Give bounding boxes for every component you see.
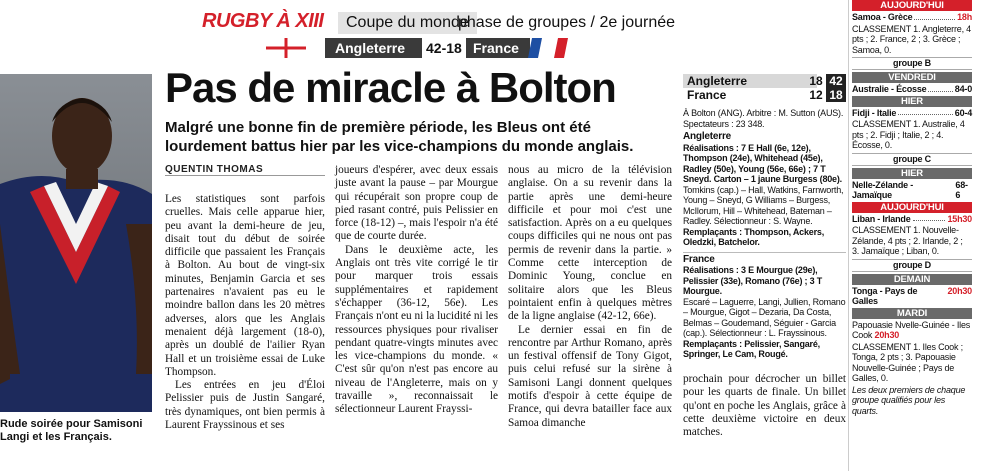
fixture: Liban - Irlande [852, 213, 911, 224]
home-lineup-title: Angleterre [683, 131, 732, 142]
headline: Pas de miracle à Bolton [165, 64, 616, 111]
fixture: Samoa - Grèce [852, 12, 913, 22]
fixture-row [852, 320, 972, 341]
england-flag-icon [266, 38, 306, 58]
kickoff-time: 20h30 [947, 285, 972, 296]
day-bar: HIER [852, 168, 972, 179]
away-lineup: Escaré – Laguerre, Langi, Jullien, Romano – Mourgue, Gigot – Dezaria, Da Costa, Belmas – Goudemand, Séguier - Garcia (cap.). Sélectionneur : L. Frayssinous. [683, 296, 846, 338]
byline-divider [165, 175, 325, 176]
match-venue: À Bolton (ANG). Arbitre : M. Sutton (AUS). Spectateurs : 23 348. [683, 108, 844, 129]
fixture-row [852, 286, 972, 307]
result-score: 68-6 [955, 179, 968, 200]
france-flag-icon [528, 38, 572, 58]
home-tries: Réalisations : 7 E Hall (6e, 12e), Thompson (24e), Whitehead (45e), Radley (50e), Young (56e, 66e) ; 7 T Sneyd. Carton – 1 jaune Burgess (80e). [683, 142, 842, 184]
photo-caption: Rude soirée pour Samisoni Langi et les Français. [0, 418, 143, 443]
home-lineup: Tomkins (cap.) – Hall, Watkins, Farnworth, Young – Sneyd, G Williams – Burgess, McIlorum, Hill – Whitehead, Bateman – Radley. Sélectionneur : S. Wayne. [683, 184, 844, 226]
section-kicker: RUGBY À XIII [202, 10, 324, 32]
author-byline: QUENTIN THOMAS [165, 164, 264, 175]
article-column-1 [165, 193, 325, 432]
paragraph: Les entrées en jeu d'Éloi Pelissier puis de Justin Sangaré, très dynamiques, ont bien permis à Laurent Frayssinous et ses [165, 379, 325, 432]
group-label: groupe B [852, 57, 972, 70]
fixture: Nelle-Zélande - Jamaïque [852, 179, 914, 200]
away-team-name: France [683, 88, 817, 102]
fixture: Fidji - Italie [852, 107, 897, 118]
result-row [852, 84, 972, 95]
away-tries: Réalisations : 3 E Mourgue (29e), Pelissier (33e), Romano (76e) ; 3 T Mourgue. [683, 265, 823, 296]
paragraph: nous au micro de la télévision anglaise. On a su revenir dans la partie après une demi-heure difficile et pour moi c'est une satisfaction. Après on a eu quelques coups difficiles qui ne nous ont pas permis de revenir dans la partie. » Comme cette interception de Dominic Young, conclue en solitaire alors que les Bleus pointaient enfin à quelques mètres de la ligne anglaise (42-12, 66e). [508, 164, 672, 323]
scoreboard-home-row [683, 74, 846, 88]
away-subs: Remplaçants : Pelissier, Sangaré, Springer, Le Cam, Rougé. [683, 338, 820, 359]
standings: CLASSEMENT 1. Nouvelle-Zélande, 4 pts ; 2. Irlande, 2 ; 3. Jamaïque ; Liban, 0. [852, 225, 963, 256]
fixture: Australie - Écosse [852, 84, 927, 94]
results-column [852, 0, 972, 417]
home-halftime-score: 18 [809, 74, 823, 88]
paragraph: prochain pour décrocher un billet pour les quarts de finale. Un billet qu'ont en poche les Anglais, grâce à cette deuxième victoire en deux matches. [683, 373, 846, 439]
stage-label [458, 12, 675, 34]
event-label: Coupe du monde [338, 12, 477, 34]
paragraph: Le dernier essai en fin de rencontre par Arthur Romano, après un festival offensif de Tony Gigot, puis celui refusé sur la sirène à Samisoni Langi donnent quelques motifs d'espoir à cette équipe de France, qui devra batailler face aux Samoa dimanche [508, 323, 672, 429]
player-photo [0, 74, 152, 412]
paragraph: Dans le deuxième acte, les Anglais ont très vite corrigé le tir pour marquer trois essais supplémentaires et rapidement s'échapper (36-12, 56e). Les Français n'ont eu ni la lucidité ni les ressources physiques pour rivaliser pendant quatre-vingts minutes avec les vice-champions du monde. « C'est sûr qu'on n'est pas encore au niveau de l'Angleterre, mais on y travaille », reconnaissait le sélectionneur Laurent Frayssi- [335, 243, 498, 416]
standfirst: Malgré une bonne fin de première période, les Bleus ont été lourdement battus hier par les vice-champions du monde anglais. [165, 119, 634, 155]
result-row [852, 180, 972, 201]
result-score: 84-0 [954, 84, 972, 94]
home-team: Angleterre [335, 40, 406, 56]
away-lineup-title: France [683, 252, 846, 266]
leader-dots [913, 214, 946, 222]
final-score: 42-18 [422, 38, 466, 58]
day-bar: AUJOURD'HUI [852, 0, 972, 11]
home-subs: Remplaçants : Thompson, Ackers, Oledzki, Batchelor. [683, 226, 825, 247]
fixture: Tonga - Pays de Galles [852, 285, 918, 306]
fixture: Papouasie Nvelle-Guinée - Iles Cook [852, 319, 971, 340]
score-bar [325, 38, 530, 58]
stage-text: phase de groupes / 2e journée [458, 14, 676, 31]
paragraph: joueurs d'espérer, avec deux essais juste avant la pause – par Mourgue qui récupérait son propre coup de pied rasant contré, puis Pelissier en force (18-12) –, mais l'espoir n'a été que de courte durée. [335, 164, 498, 243]
result-row [852, 108, 972, 119]
standings: CLASSEMENT 1. Australie, 4 pts ; 2. Fidji ; Italie, 2 ; 4. Écosse, 0. [852, 119, 965, 150]
day-bar: HIER [852, 96, 972, 107]
fixture-row [852, 214, 972, 225]
away-final-score: 18 [826, 88, 846, 102]
result-score: 60-4 [954, 107, 972, 118]
home-team-name: Angleterre [683, 74, 817, 88]
fixture-row [852, 12, 972, 23]
kickoff-time: 15h30 [947, 213, 972, 224]
kickoff-time: 18h [957, 12, 972, 22]
away-team: France [473, 40, 519, 56]
kickoff-time: 20h30 [874, 330, 900, 340]
day-bar: DEMAIN [852, 274, 972, 285]
day-bar: VENDREDI [852, 72, 972, 83]
standings: CLASSEMENT 1. Iles Cook ; Tonga, 2 pts ; 3. Papouasie Nouvelle-Guinée ; Pays de Galles, 0. [852, 341, 963, 383]
paragraph: Les statistiques sont parfois cruelles. Mais celle apparue hier, peu avant la demi-heure de jeu, disait tout du début de soirée difficile que passaient les Français à Bolton. Au bout de vingt-six minutes, Benjamin Garcia et ses partenaires n'avaient pas eu le moindre ballon dans les 20 mètres adverses, alors que les Anglais menaient déjà largement (18-0), après un doublé de l'ailier Ryan Hall et un troisième essai de Luke Thompson. [165, 193, 325, 378]
leader-dots [928, 84, 952, 92]
article-column-2 [335, 164, 498, 417]
day-bar: AUJOURD'HUI [852, 202, 972, 213]
qualification-note: Les deux premiers de chaque groupe qualifiés pour les quarts. [852, 384, 966, 416]
leader-dots [898, 108, 953, 116]
group-label: groupe C [852, 153, 972, 166]
leader-dots [914, 12, 955, 20]
group-label: groupe D [852, 259, 972, 272]
home-final-score: 42 [826, 74, 846, 88]
article-column-4 [683, 373, 846, 439]
match-scoreboard [683, 74, 846, 360]
column-divider [848, 0, 849, 471]
article-column-3 [508, 164, 672, 430]
scoreboard-away-row [683, 88, 846, 102]
away-halftime-score: 12 [809, 88, 823, 102]
day-bar: MARDI [852, 308, 972, 319]
standings: CLASSEMENT 1. Angleterre, 4 pts ; 2. France, 2 ; 3. Grèce ; Samoa, 0. [852, 23, 971, 55]
